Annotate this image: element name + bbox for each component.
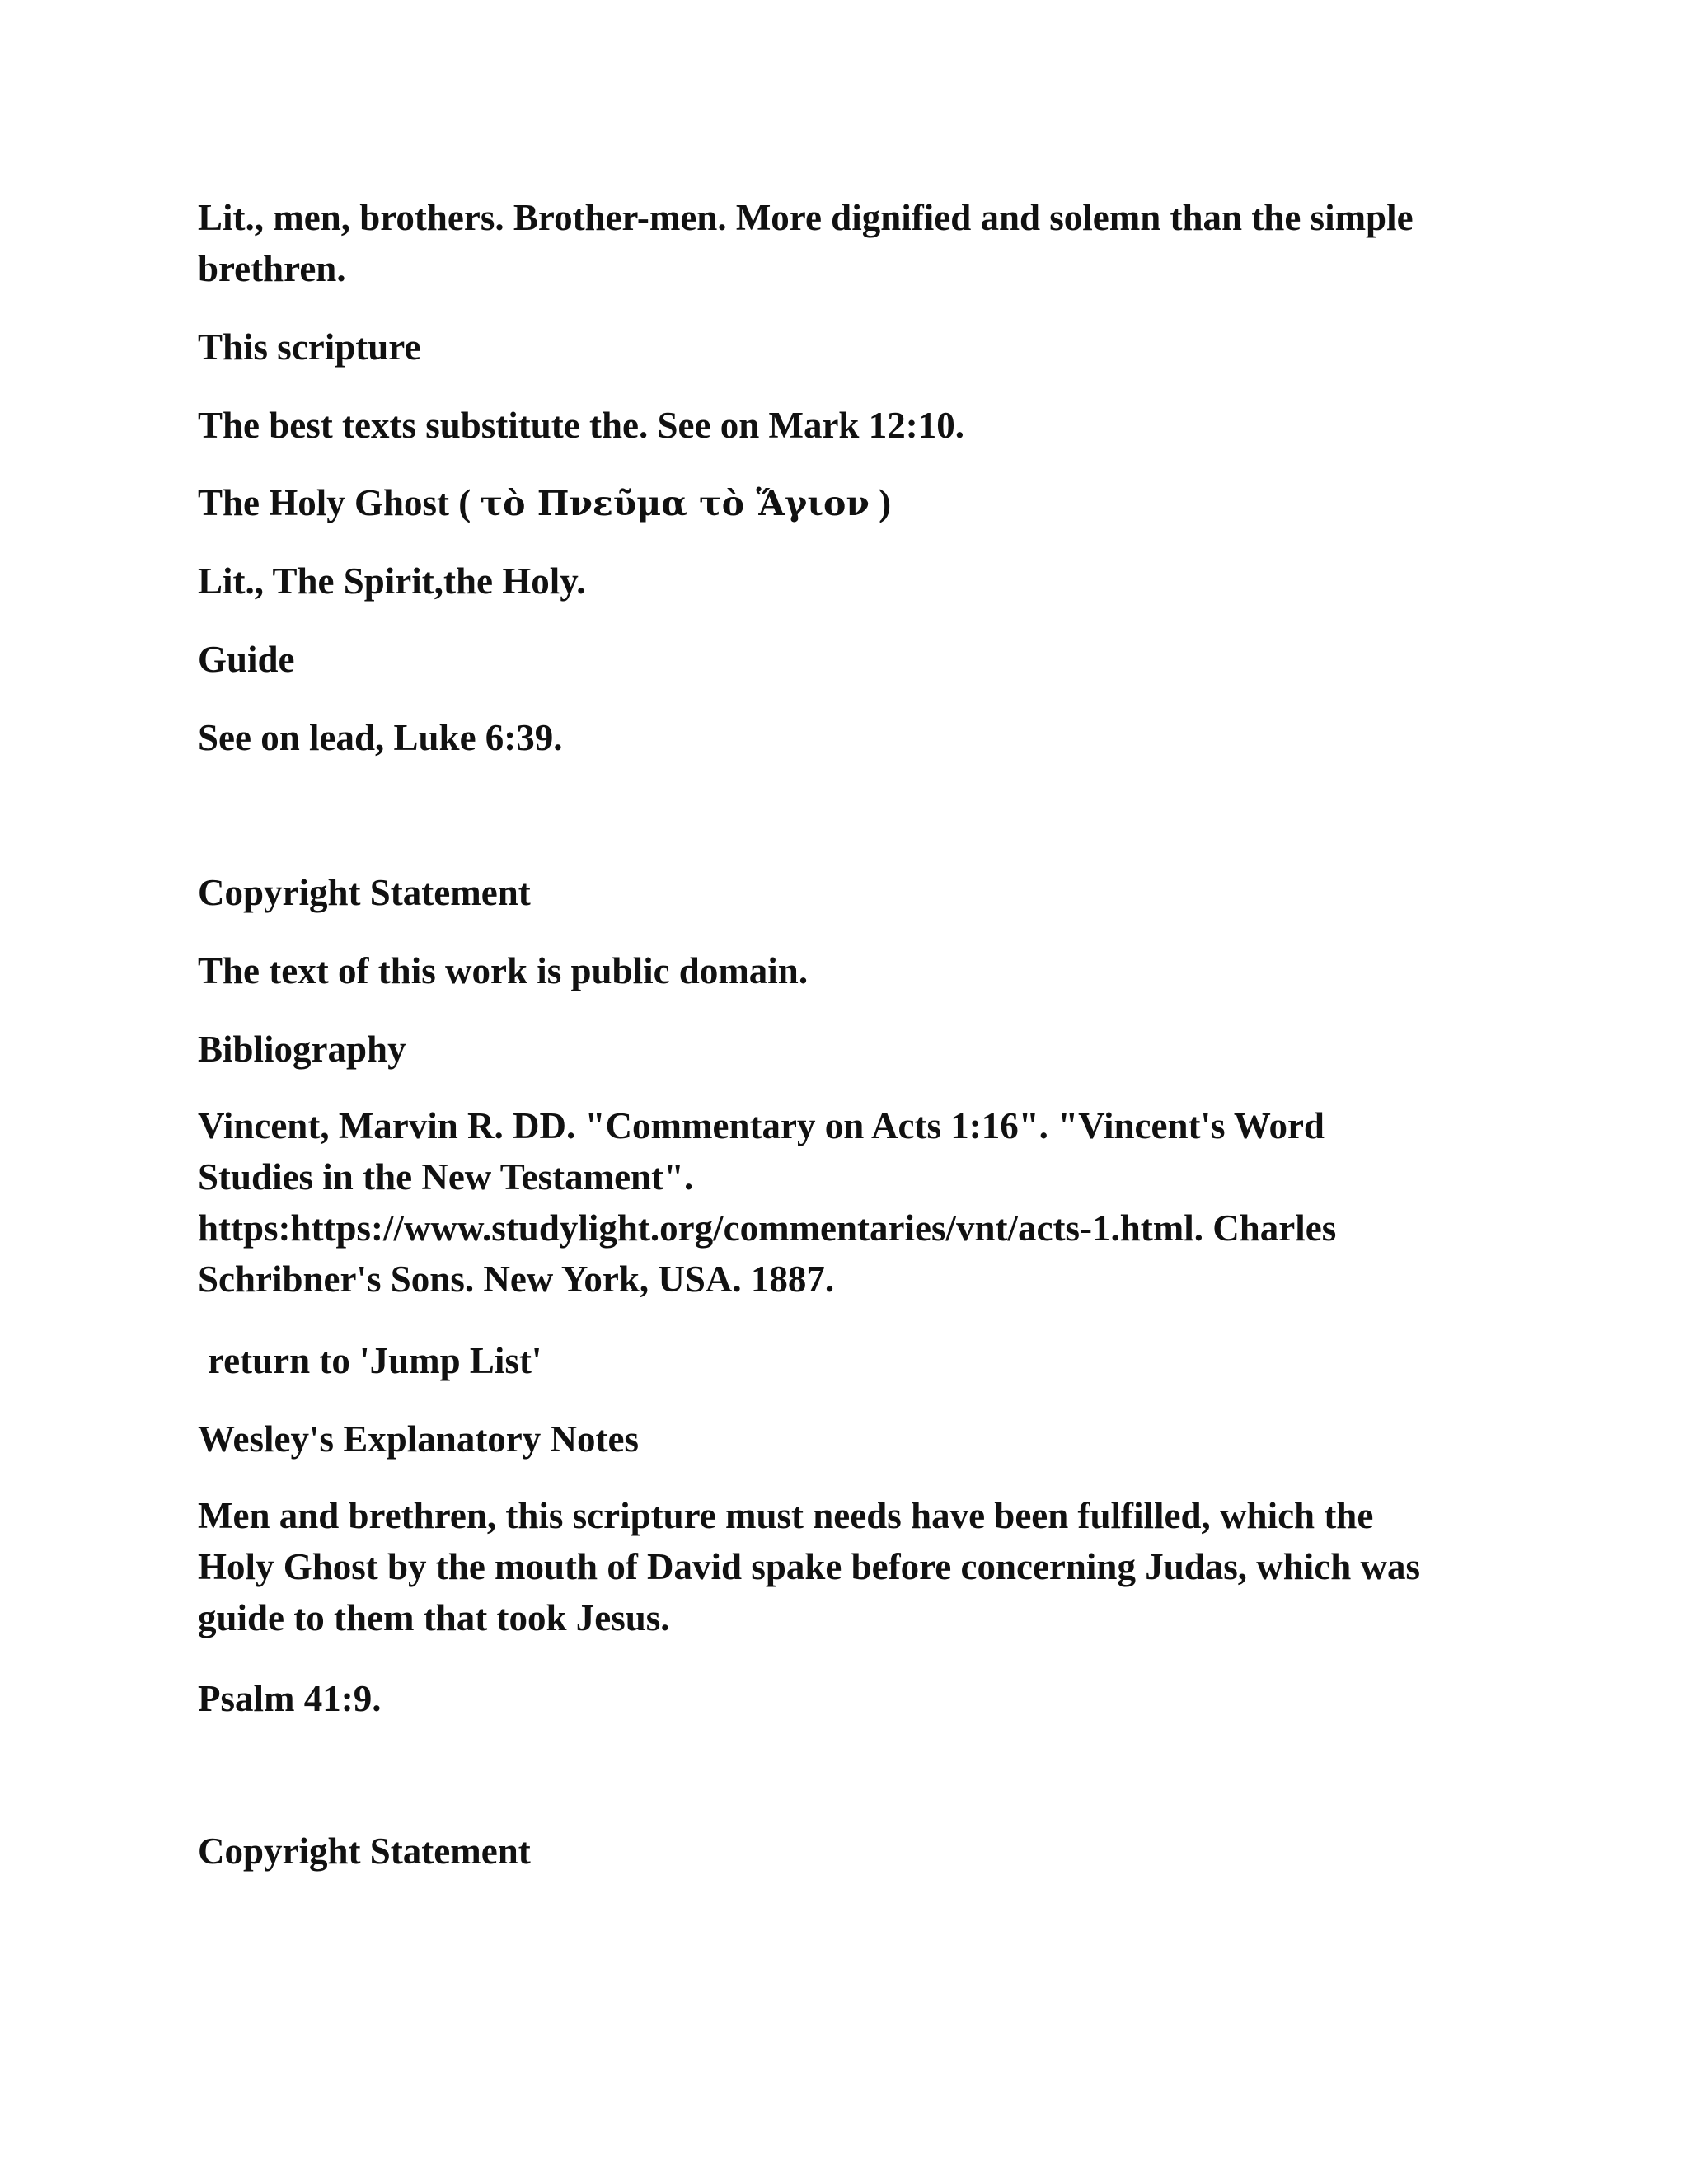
jump-list-link[interactable]: return to 'Jump List' [208, 1340, 542, 1381]
bibliography-line: Schribner's Sons. New York, USA. 1887. [198, 1258, 835, 1300]
intro-line: Lit., men, brothers. Brother-men. More dignified and solemn than the simple [198, 197, 1414, 238]
bibliography-line: Studies in the New Testament". [198, 1156, 694, 1197]
intro-line: brethren. [198, 248, 346, 289]
heading-this-scripture: This scripture [198, 326, 421, 368]
holy-ghost-greek: τὸ Πνεῦμα τὸ Ἅγιον [480, 484, 870, 523]
lit-spirit-paragraph: Lit., The Spirit,the Holy. [198, 560, 586, 602]
holy-ghost-prefix: The Holy Ghost ( [198, 482, 481, 523]
wesley-line: guide to them that took Jesus. [198, 1597, 670, 1638]
copyright-heading: Copyright Statement [198, 872, 531, 913]
bibliography-entry [198, 1100, 1517, 1305]
wesley-line: Holy Ghost by the mouth of David spake before concerning Judas, which was [198, 1546, 1421, 1587]
holy-ghost-suffix: ) [869, 482, 892, 523]
bibliography-line: https:https://www.studylight.org/commentaries/vnt/acts-1.html. Charles [198, 1207, 1337, 1249]
wesley-line: Men and brethren, this scripture must needs have been fulfilled, which the [198, 1495, 1374, 1536]
copyright-heading: Copyright Statement [198, 1830, 531, 1872]
best-texts-paragraph: The best texts substitute the. See on Mark 12:10. [198, 405, 964, 446]
heading-holy-ghost [198, 477, 1517, 529]
intro-paragraph [198, 192, 1517, 294]
bibliography-heading: Bibliography [198, 1029, 406, 1070]
wesley-heading: Wesley's Explanatory Notes [198, 1418, 639, 1460]
wesley-paragraph [198, 1490, 1517, 1643]
see-lead-paragraph: See on lead, Luke 6:39. [198, 717, 563, 758]
copyright-text: The text of this work is public domain. [198, 950, 809, 991]
psalm-reference: Psalm 41:9. [198, 1678, 382, 1719]
heading-guide: Guide [198, 639, 295, 680]
bibliography-line: Vincent, Marvin R. DD. "Commentary on Acts 1:16". "Vincent's Word [198, 1105, 1325, 1146]
